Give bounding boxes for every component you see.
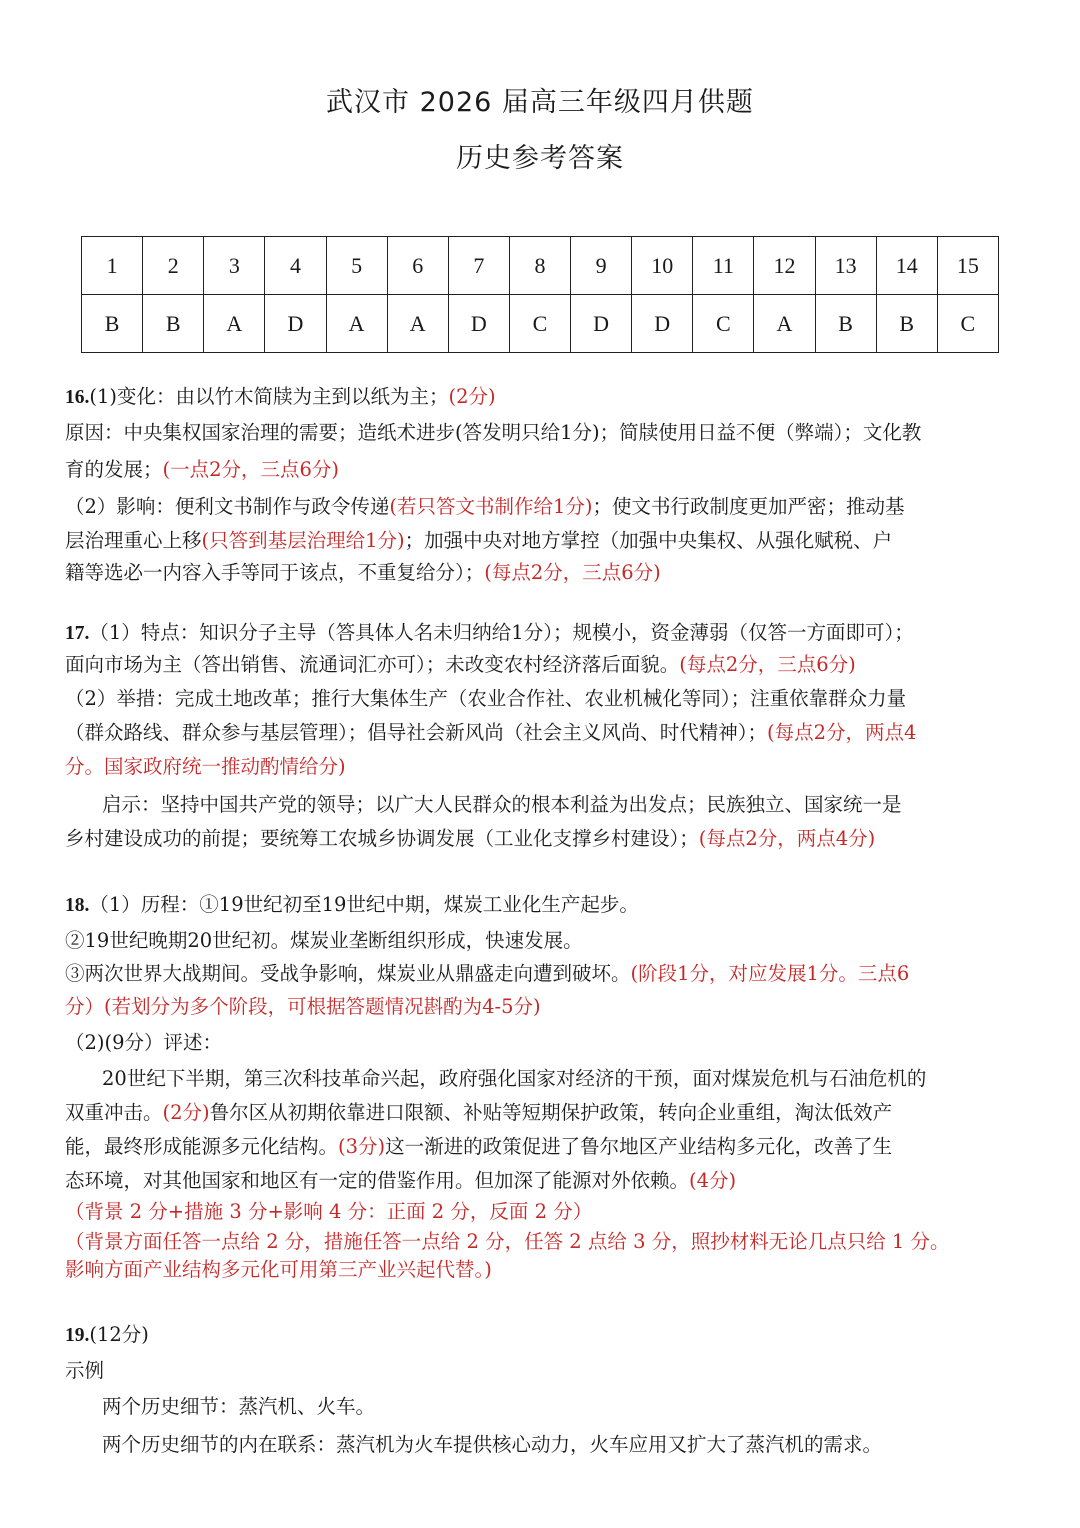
q18-line-4: 分）(若划分为多个阶段，可根据答题情况斟酌为4-5分): [65, 995, 541, 1018]
answer-row: [82, 295, 999, 353]
question-number-cell: 2: [143, 237, 204, 295]
answer-cell: D: [265, 295, 326, 353]
question-number-cell: 6: [387, 237, 448, 295]
q16-line-4: （2）影响：便利文书制作与政令传递(若只答文书制作给1分)；使文书行政制度更加严密；推动基: [65, 495, 905, 518]
q16-line-6: 籍等选必一内容入手等同于该点，不重复给分）；(每点2分，三点6分): [65, 561, 661, 584]
answer-cell: B: [143, 295, 204, 353]
q17-line-3: （2）举措：完成土地改革；推行大集体生产（农业合作社、农业机械化等同）；注重依靠群众力量: [65, 687, 907, 710]
q16-line-1: 16.(1)变化：由以竹木简牍为主到以纸为主；(2分): [65, 385, 496, 408]
q18-line-5: （2)(9分）评述：: [65, 1031, 223, 1054]
q19-line-1: 19.(12分): [65, 1323, 149, 1346]
question-number-cell: 11: [693, 237, 754, 295]
answer-cell: A: [204, 295, 265, 353]
question-number-cell: 1: [82, 237, 143, 295]
q18-line-9: 态环境，对其他国家和地区有一定的借鉴作用。但加深了能源对外依赖。(4分): [65, 1169, 737, 1192]
answer-cell: B: [876, 295, 937, 353]
q18-line-3: ③两次世界大战期间。受战争影响，煤炭业从鼎盛走向遭到破坏。(阶段1分，对应发展1分。三点6: [65, 962, 910, 985]
answer-cell: B: [815, 295, 876, 353]
question-number-cell: 10: [632, 237, 693, 295]
q18-line-6: 20世纪下半期，第三次科技革命兴起，政府强化国家对经济的干预，面对煤炭危机与石油危机的: [102, 1067, 927, 1090]
question-number-cell: 8: [509, 237, 570, 295]
q18-line-10: （背景 2 分+措施 3 分+影响 4 分：正面 2 分，反面 2 分）: [65, 1200, 593, 1223]
question-number-cell: 14: [876, 237, 937, 295]
q17-line-4: （群众路线、群众参与基层管理）；倡导社会新风尚（社会主义风尚、时代精神）；(每点2分，两点4: [65, 721, 917, 744]
answer-cell: C: [937, 295, 998, 353]
answer-cell: A: [326, 295, 387, 353]
question-number-cell: 4: [265, 237, 326, 295]
answer-cell: D: [632, 295, 693, 353]
question-number-cell: 13: [815, 237, 876, 295]
q16-line-3: 育的发展；(一点2分，三点6分): [65, 458, 340, 481]
q19-line-2: 示例: [65, 1359, 105, 1382]
q17-line-1: 17.（1）特点：知识分子主导（答具体人名未归纳给1分）；规模小，资金薄弱（仅答一方面即可）；: [65, 621, 914, 644]
q18-line-12: 影响方面产业结构多元化可用第三产业兴起代替。): [65, 1258, 492, 1281]
q18-number: 18.: [65, 895, 90, 916]
q19-number: 19.: [65, 1325, 90, 1346]
question-number-cell: 5: [326, 237, 387, 295]
question-number-cell: 12: [754, 237, 815, 295]
q18-line-7: 双重冲击。(2分)鲁尔区从初期依靠进口限额、补贴等短期保护政策，转向企业重组，淘汰低效产: [65, 1101, 893, 1124]
answer-cell: C: [509, 295, 570, 353]
page-title: 武汉市 2026 届高三年级四月供题: [326, 87, 754, 118]
answer-cell: A: [387, 295, 448, 353]
question-number-cell: 7: [448, 237, 509, 295]
question-number-cell: 3: [204, 237, 265, 295]
q17-line-6: 启示：坚持中国共产党的领导；以广大人民群众的根本利益为出发点；民族独立、国家统一是: [102, 793, 902, 816]
question-number-cell: 15: [937, 237, 998, 295]
q18-line-2: ②19世纪晚期20世纪初。煤炭业垄断组织形成，快速发展。: [65, 929, 583, 952]
answer-cell: C: [693, 295, 754, 353]
answer-cell: A: [754, 295, 815, 353]
q17-line-2: 面向市场为主（答出销售、流通词汇亦可）；未改变农村经济落后面貌。(每点2分，三点6分): [65, 653, 856, 676]
q16-line-5: 层治理重心上移(只答到基层治理给1分)；加强中央对地方掌控（加强中央集权、从强化赋税、户: [65, 529, 893, 552]
q17-line-7: 乡村建设成功的前提；要统筹工农城乡协调发展（工业化支撑乡村建设）；(每点2分，两点4分): [65, 827, 876, 850]
answer-table: [81, 236, 999, 353]
q16-line-2: 原因：中央集权国家治理的需要；造纸术进步(答发明只给1分)；简牍使用日益不便（弊端）；文化教: [65, 421, 922, 444]
question-number-row: [82, 237, 999, 295]
answer-cell: D: [571, 295, 632, 353]
answer-cell: B: [82, 295, 143, 353]
answer-cell: D: [448, 295, 509, 353]
question-number-cell: 9: [571, 237, 632, 295]
q18-line-1: 18.（1）历程：①19世纪初至19世纪中期，煤炭工业化生产起步。: [65, 893, 639, 916]
q18-line-8: 能，最终形成能源多元化结构。(3分)这一渐进的政策促进了鲁尔地区产业结构多元化，改善了生: [65, 1135, 893, 1158]
q18-line-11: （背景方面任答一点给 2 分，措施任答一点给 2 分，任答 2 点给 3 分，照抄材料无论几点只给 1 分。: [65, 1230, 950, 1253]
q17-number: 17.: [65, 623, 90, 644]
q17-line-5: 分。国家政府统一推动酌情给分): [65, 755, 346, 778]
q19-line-4: 两个历史细节的内在联系：蒸汽机为火车提供核心动力，火车应用又扩大了蒸汽机的需求。: [102, 1433, 883, 1456]
page-subtitle: 历史参考答案: [456, 143, 624, 174]
q19-line-3: 两个历史细节：蒸汽机、火车。: [102, 1395, 376, 1418]
q16-number: 16.: [65, 387, 90, 408]
